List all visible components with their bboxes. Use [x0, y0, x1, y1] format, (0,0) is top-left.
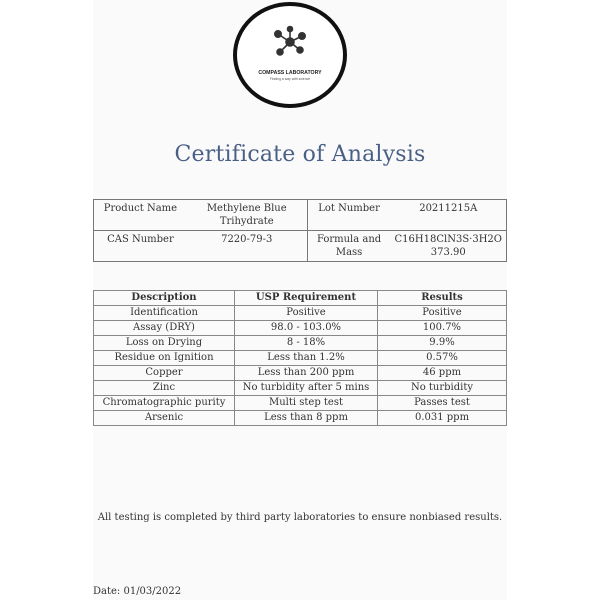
cas-number-value: 7220-79-3 — [187, 231, 307, 262]
table-row — [94, 336, 507, 351]
formula-label-line1: Formula and — [316, 234, 382, 245]
mass-text: 373.90 — [430, 247, 466, 258]
table-row — [94, 396, 507, 411]
result-cell: No turbidity — [378, 381, 507, 396]
formula-label-line2: Mass — [335, 247, 363, 258]
results-header-row — [94, 291, 507, 306]
document-date: Date: 01/03/2022 — [93, 586, 182, 597]
description-cell: Loss on Drying — [94, 336, 235, 351]
footer-note: All testing is completed by third party laboratories to ensure nonbiased results. — [97, 512, 503, 523]
result-cell: 0.57% — [378, 351, 507, 366]
table-row — [94, 306, 507, 321]
column-header: Results — [378, 291, 507, 306]
result-cell: 9.9% — [378, 336, 507, 351]
page-title: Certificate of Analysis — [174, 142, 426, 167]
result-cell: 0.031 ppm — [378, 411, 507, 426]
description-cell: Copper — [94, 366, 235, 381]
description-cell: Arsenic — [94, 411, 235, 426]
company-name: COMPASS LABORATORY — [258, 70, 322, 76]
result-cell: Passes test — [378, 396, 507, 411]
formula-value — [391, 231, 507, 262]
requirement-cell: Multi step test — [235, 396, 378, 411]
product-info-row — [94, 231, 507, 262]
result-cell: 100.7% — [378, 321, 507, 336]
result-cell: 46 ppm — [378, 366, 507, 381]
requirement-cell: 98.0 - 103.0% — [235, 321, 378, 336]
requirement-cell: 8 - 18% — [235, 336, 378, 351]
requirement-cell: Less than 1.2% — [235, 351, 378, 366]
product-name-value — [187, 200, 307, 231]
description-cell: Residue on Ignition — [94, 351, 235, 366]
requirement-cell: No turbidity after 5 mins — [235, 381, 378, 396]
table-row — [94, 321, 507, 336]
description-cell: Zinc — [94, 381, 235, 396]
company-tagline: Finding a way with science — [269, 77, 311, 81]
requirement-cell: Positive — [235, 306, 378, 321]
product-info-row — [94, 200, 507, 231]
table-row — [94, 351, 507, 366]
cas-number-label: CAS Number — [94, 231, 187, 262]
description-cell: Assay (DRY) — [94, 321, 235, 336]
column-header: Description — [94, 291, 235, 306]
table-row — [94, 366, 507, 381]
lot-number-label: Lot Number — [307, 200, 390, 231]
requirement-cell: Less than 200 ppm — [235, 366, 378, 381]
lot-number-value: 20211215A — [391, 200, 507, 231]
description-cell: Identification — [94, 306, 235, 321]
formula-text: C16H18ClN3S·3H2O — [394, 234, 502, 245]
product-name-line2: Trihydrate — [219, 216, 274, 227]
product-info-table — [93, 199, 507, 262]
table-row — [94, 381, 507, 396]
requirement-cell: Less than 8 ppm — [235, 411, 378, 426]
product-name-label: Product Name — [94, 200, 187, 231]
product-name-line1: Methylene Blue — [206, 203, 287, 214]
result-cell: Positive — [378, 306, 507, 321]
results-table — [93, 290, 507, 426]
compass-laboratory-logo — [232, 2, 348, 108]
formula-label — [307, 231, 390, 262]
description-cell: Chromatographic purity — [94, 396, 235, 411]
table-row — [94, 411, 507, 426]
column-header: USP Requirement — [235, 291, 378, 306]
